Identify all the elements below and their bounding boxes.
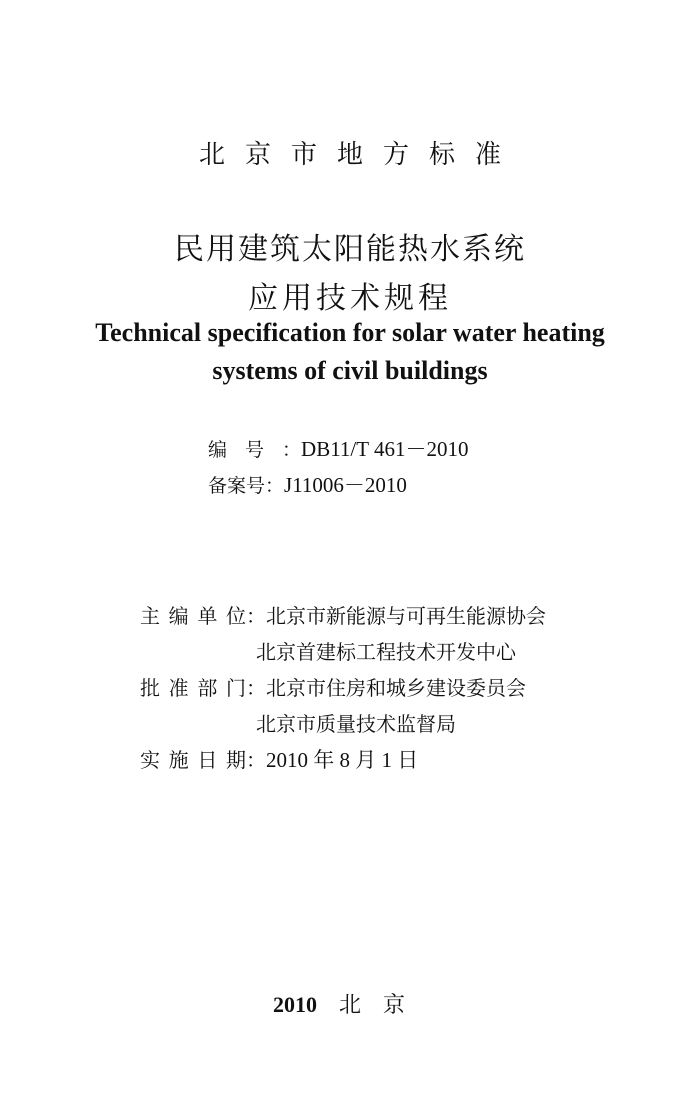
chief-editor-1: 北京市新能源与可再生能源协会 <box>266 604 546 628</box>
chief-editor-row <box>140 600 546 629</box>
approver-colon: ： <box>246 676 266 700</box>
publication-year: 2010 <box>272 992 317 1017</box>
effective-date-row <box>140 744 418 774</box>
publication-footer <box>0 988 700 1019</box>
chief-editor-colon: ： <box>246 604 266 628</box>
approver-2: 北京市质量技术监督局 <box>256 712 456 736</box>
standard-number-label: 编号 <box>208 439 283 461</box>
record-number-value: J11006－2010 <box>284 473 407 497</box>
record-number-label: 备案号 <box>208 475 266 497</box>
standard-number-colon: ： <box>282 439 302 461</box>
effective-date-colon: ： <box>246 748 266 772</box>
standard-number-value: DB11/T 461－2010 <box>301 437 469 461</box>
title-english-line-1: Technical specification for solar water heating <box>95 318 605 347</box>
title-chinese-line-1: 民用建筑太阳能热水系统 <box>174 232 526 267</box>
publication-city: 北京 <box>338 993 427 1018</box>
record-number-row <box>208 469 407 499</box>
approver-label: 批准部门 <box>140 676 246 700</box>
approver-row <box>140 672 526 701</box>
approver-1: 北京市住房和城乡建设委员会 <box>266 676 526 700</box>
effective-date-label: 实施日期 <box>140 748 246 772</box>
standard-number-row <box>208 433 468 463</box>
title-english-line-2: systems of civil buildings <box>212 356 488 385</box>
effective-date-value: 2010 年 8 月 1 日 <box>266 748 419 772</box>
record-number-colon: ： <box>265 475 285 497</box>
chief-editor-2: 北京首建标工程技术开发中心 <box>256 640 516 664</box>
title-chinese-line-2: 应用技术规程 <box>248 281 452 316</box>
chief-editor-label: 主编单位 <box>140 604 246 628</box>
standard-type: 北京市地方标准 <box>198 140 521 170</box>
